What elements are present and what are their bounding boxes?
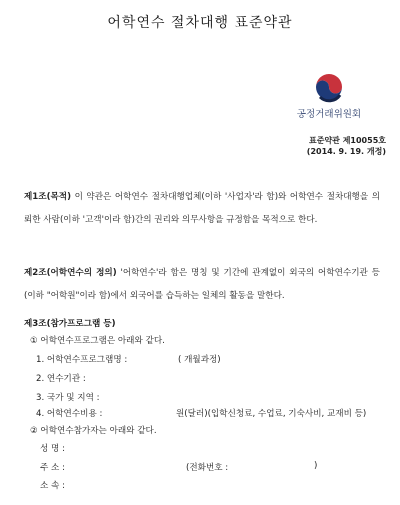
program-duration: ( 개월과정) [178, 355, 221, 365]
document-number-block [307, 135, 386, 157]
document-number: 표준약관 제10055호 [309, 136, 386, 145]
article-1-text: 이 약관은 어학연수 절차대행업체(이하 '사업자'라 함)와 어학연수 절차대행을 의뢰한 사람(이하 '고객'이라 함)간의 권리와 의무사항을 규정함을 목적으로 한다. [24, 192, 380, 225]
phone-close-paren: ) [314, 461, 318, 471]
document-title: 어학연수 절차대행 표준약관 [107, 15, 293, 31]
document-revision-date: (2014. 9. 19. 개정) [306, 147, 386, 156]
article-1-heading: 제1조(목적) [24, 192, 72, 202]
org-name: 공정거래위원회 [296, 109, 362, 120]
article-2-heading: 제2조(어학연수의 정의) [24, 268, 117, 278]
article-1 [24, 186, 380, 232]
article-3-clause-1: ① 어학연수프로그램은 아래와 같다. [30, 336, 165, 346]
participant-name-label: 성 명 : [40, 444, 65, 454]
phone-label: (전화번호 : [186, 463, 229, 473]
country-region-label: 3. 국가 및 지역 : [36, 393, 100, 403]
article-2 [24, 262, 380, 308]
participant-address-label: 주 소 : [40, 463, 65, 473]
program-name-label: 1. 어학연수프로그램명 : [36, 355, 128, 365]
ftc-emblem-icon [312, 70, 346, 104]
cost-label: 4. 어학연수비용 : [36, 409, 103, 419]
cost-detail: 원(달러)(입학신청료, 수업료, 기숙사비, 교재비 등) [176, 409, 367, 419]
article-2-text: '어학연수'라 함은 명칭 및 기간에 관계없이 외국의 어학연수기관 등(이하 "어학원"이라 함)에서 외국어를 습득하는 일체의 활동을 말한다. [24, 268, 380, 301]
article-3-clause-2: ② 어학연수참가자는 아래와 같다. [30, 426, 157, 436]
institution-label: 2. 연수기관 : [36, 374, 86, 384]
logo-block [284, 70, 374, 120]
participant-affiliation-label: 소 속 : [40, 481, 65, 491]
article-3-heading: 제3조(참가프로그램 등) [24, 319, 116, 329]
